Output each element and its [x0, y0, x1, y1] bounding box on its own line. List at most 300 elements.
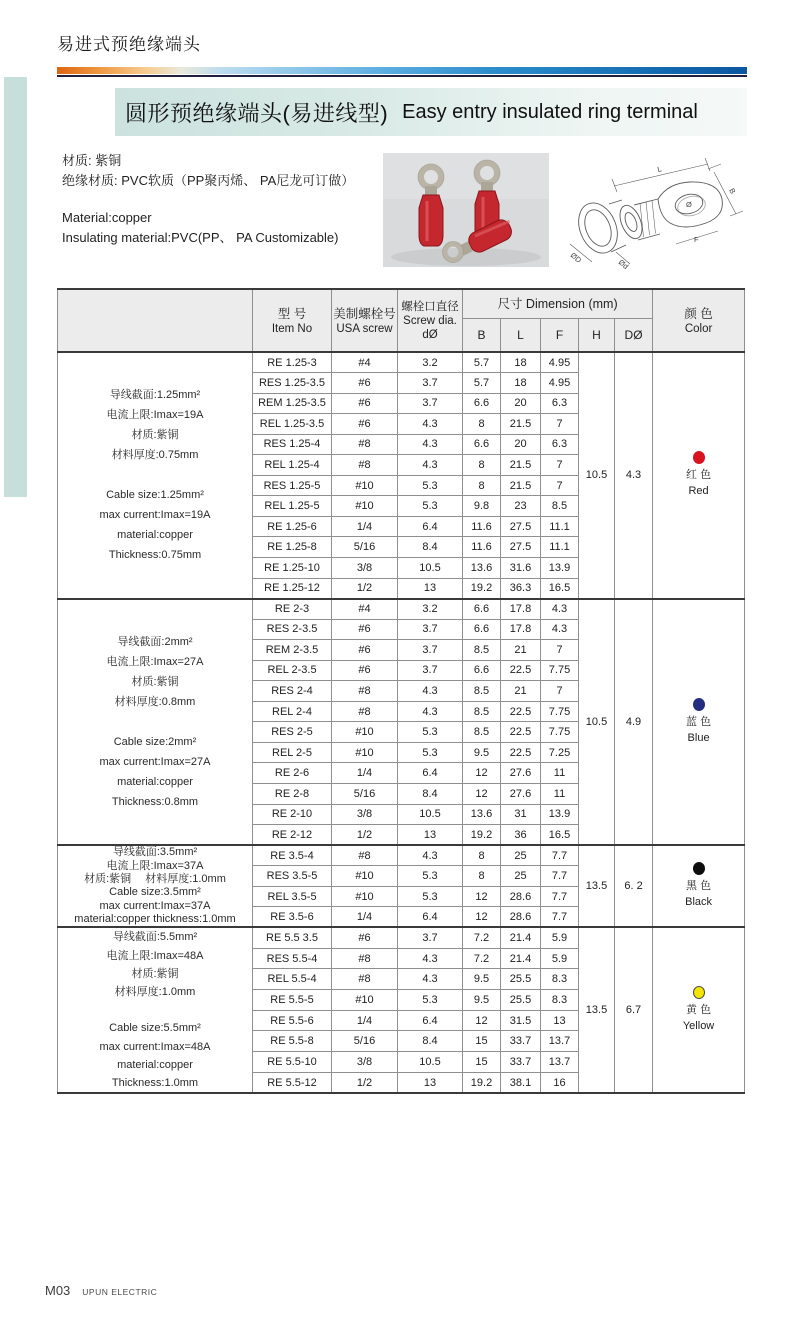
company-name: UPUN ELECTRIC — [82, 1287, 158, 1297]
value-cell: 4.3 — [541, 619, 579, 640]
value-cell: 28.6 — [501, 886, 541, 907]
value-cell: 12 — [463, 763, 501, 784]
drawing-label-OD: ØD — [568, 250, 584, 265]
value-cell: 5.3 — [398, 742, 463, 763]
value-cell: 7.7 — [541, 845, 579, 866]
value-cell: 1/4 — [332, 516, 398, 537]
value-cell: 10.5 — [398, 557, 463, 578]
value-cell: #10 — [332, 475, 398, 496]
value-cell: #8 — [332, 845, 398, 866]
value-cell: 19.2 — [463, 578, 501, 599]
value-cell: 13 — [541, 1010, 579, 1031]
value-cell: 5.3 — [398, 475, 463, 496]
value-cell: 3/8 — [332, 1052, 398, 1073]
value-cell: 8.4 — [398, 537, 463, 558]
technical-drawing-image — [558, 152, 748, 270]
item-no-cell: RES 2-5 — [253, 722, 332, 743]
color-header-cn: 颜 色 — [684, 306, 713, 321]
description-line: Cable size:3.5mm² — [109, 886, 201, 899]
value-cell: 21.5 — [501, 455, 541, 476]
item-no-cell: RE 1.25-8 — [253, 537, 332, 558]
value-cell: #8 — [332, 948, 398, 969]
black-color-dot — [693, 862, 705, 875]
item-no-cell: RES 3.5-5 — [253, 866, 332, 887]
value-cell: 21.4 — [501, 927, 541, 948]
value-cell: 22.5 — [501, 701, 541, 722]
value-cell: 31 — [501, 804, 541, 825]
page-footer — [45, 1283, 157, 1298]
screw-dia-header-sym: dØ — [422, 328, 438, 341]
section-title-cn: 圆形预绝缘端头(易进线型) — [125, 100, 389, 126]
dim-col-F: F — [541, 318, 579, 352]
value-cell: 9.5 — [463, 969, 501, 990]
value-cell: 27.6 — [501, 783, 541, 804]
material-en-line2: Insulating material:PVC(PP、 PA Customizable) — [62, 230, 339, 245]
value-cell: 7.75 — [541, 722, 579, 743]
value-cell: 4.3 — [398, 681, 463, 702]
value-cell: 12 — [463, 1010, 501, 1031]
value-cell: 6.4 — [398, 763, 463, 784]
value-cell: 33.7 — [501, 1052, 541, 1073]
value-cell: 11.6 — [463, 516, 501, 537]
value-cell: 36 — [501, 825, 541, 846]
value-cell: 25.5 — [501, 969, 541, 990]
value-cell: 21.4 — [501, 948, 541, 969]
value-cell: 3.2 — [398, 352, 463, 373]
item-no-cell: REL 1.25-3.5 — [253, 414, 332, 435]
value-cell: 11.1 — [541, 516, 579, 537]
value-cell: 22.5 — [501, 660, 541, 681]
value-cell: #6 — [332, 393, 398, 414]
value-cell: 9.8 — [463, 496, 501, 517]
description-line: material:copper thickness:1.0mm — [74, 913, 236, 926]
screw-dia-header — [398, 289, 463, 352]
value-cell: 6.3 — [541, 393, 579, 414]
item-no-cell: REL 1.25-4 — [253, 455, 332, 476]
value-cell: 11.1 — [541, 537, 579, 558]
item-no-cell: REL 1.25-5 — [253, 496, 332, 517]
description-line: 电流上限:Imax=48A — [106, 949, 204, 962]
value-cell: 4.3 — [398, 701, 463, 722]
value-cell: 6.3 — [541, 434, 579, 455]
description-line: 电流上限:Imax=19A — [106, 409, 204, 422]
value-cell: 7 — [541, 414, 579, 435]
value-cell: 11.6 — [463, 537, 501, 558]
drawing-label-Od: Ød — [616, 257, 631, 270]
value-cell: #8 — [332, 434, 398, 455]
side-accent-strip — [4, 77, 27, 497]
value-cell: 5.3 — [398, 990, 463, 1011]
value-cell: 10.5 — [398, 804, 463, 825]
description-line: max current:Imax=19A — [99, 509, 211, 522]
description-line: max current:Imax=27A — [99, 755, 211, 768]
value-cell: 5.7 — [463, 352, 501, 373]
item-no-cell: RE 1.25-3 — [253, 352, 332, 373]
table-row — [58, 927, 745, 948]
group-description — [58, 845, 253, 927]
color-header — [653, 289, 745, 352]
value-cell: 17.8 — [501, 619, 541, 640]
value-cell: #10 — [332, 990, 398, 1011]
value-cell: #8 — [332, 969, 398, 990]
value-cell: 5.3 — [398, 722, 463, 743]
value-cell: 13.7 — [541, 1031, 579, 1052]
value-cell: 6.4 — [398, 907, 463, 928]
screw-dia-header-cn: 螺栓口直径 — [401, 300, 459, 313]
color-label-cn: 黄 色 — [686, 1004, 712, 1017]
item-no-cell: RES 1.25-4 — [253, 434, 332, 455]
description-line: 电流上限:Imax=37A — [106, 859, 204, 872]
value-cell: 7.2 — [463, 927, 501, 948]
description-line: 材质:紫铜 — [131, 429, 179, 442]
value-cell: 1/4 — [332, 763, 398, 784]
table-row — [58, 599, 745, 620]
h-value-cell: 10.5 — [579, 352, 615, 599]
color-header-en: Color — [684, 322, 713, 335]
value-cell: 3.7 — [398, 619, 463, 640]
value-cell: 18 — [501, 373, 541, 394]
value-cell: #6 — [332, 619, 398, 640]
value-cell: 5/16 — [332, 537, 398, 558]
value-cell: 5/16 — [332, 783, 398, 804]
description-line: 导线截面:2mm² — [117, 635, 193, 648]
value-cell: 19.2 — [463, 1072, 501, 1093]
value-cell: 27.5 — [501, 516, 541, 537]
value-cell: 15 — [463, 1052, 501, 1073]
color-label-en: Red — [688, 485, 709, 498]
value-cell: 3.7 — [398, 640, 463, 661]
h-value-cell: 10.5 — [579, 599, 615, 846]
value-cell: 3/8 — [332, 557, 398, 578]
value-cell: 4.3 — [398, 969, 463, 990]
h-value-cell: 13.5 — [579, 845, 615, 927]
color-label-en: Black — [685, 896, 713, 909]
value-cell: 22.5 — [501, 742, 541, 763]
value-cell: 1/2 — [332, 578, 398, 599]
value-cell: 21.5 — [501, 475, 541, 496]
value-cell: 25 — [501, 866, 541, 887]
value-cell: #10 — [332, 866, 398, 887]
value-cell: 28.6 — [501, 907, 541, 928]
value-cell: 20 — [501, 393, 541, 414]
description-line — [58, 712, 252, 732]
item-no-cell: RE 1.25-12 — [253, 578, 332, 599]
value-cell: 22.5 — [501, 722, 541, 743]
value-cell: #10 — [332, 742, 398, 763]
value-cell: 4.3 — [398, 845, 463, 866]
description-line: 电流上限:Imax=27A — [106, 655, 204, 668]
group-description — [58, 352, 253, 599]
value-cell: 21 — [501, 681, 541, 702]
value-cell: 7.7 — [541, 866, 579, 887]
spec-table-body — [58, 352, 745, 1093]
description-line: 导线截面:1.25mm² — [109, 389, 201, 402]
description-line: 导线截面:5.5mm² — [112, 931, 198, 944]
item-no-cell: RE 5.5 3.5 — [253, 927, 332, 948]
description-line: 材质:紫铜 材料厚度:1.0mm — [84, 872, 226, 885]
value-cell: 4.3 — [398, 414, 463, 435]
item-no-cell: RE 5.5-6 — [253, 1010, 332, 1031]
value-cell: 5.3 — [398, 866, 463, 887]
value-cell: #6 — [332, 640, 398, 661]
value-cell: 13.9 — [541, 557, 579, 578]
description-line: Cable size:2mm² — [113, 735, 197, 748]
item-no-cell: RES 5.5-4 — [253, 948, 332, 969]
page-title: 易进式预绝缘端头 — [57, 35, 201, 54]
item-no-header-cn: 型 号 — [277, 306, 307, 321]
item-no-cell: RE 2-12 — [253, 825, 332, 846]
color-label-cn: 黑 色 — [686, 880, 712, 893]
color-cell — [653, 927, 745, 1093]
value-cell: 1/4 — [332, 1010, 398, 1031]
material-cn-line1: 材质: 紫铜 — [62, 153, 122, 168]
item-no-cell: REL 2-4 — [253, 701, 332, 722]
description-line: Cable size:5.5mm² — [109, 1022, 201, 1035]
value-cell: 8.5 — [463, 722, 501, 743]
drawing-label-hole: Ø — [686, 200, 692, 209]
value-cell: 1/2 — [332, 825, 398, 846]
materials-block — [62, 151, 354, 248]
value-cell: 1/2 — [332, 1072, 398, 1093]
value-cell: 4.95 — [541, 373, 579, 394]
dim-col-DO: DØ — [615, 318, 653, 352]
dimension-header — [463, 289, 653, 318]
value-cell: 5.9 — [541, 948, 579, 969]
product-photo-image — [383, 153, 549, 267]
usa-screw-header — [332, 289, 398, 352]
value-cell: 3.7 — [398, 373, 463, 394]
value-cell: 23 — [501, 496, 541, 517]
description-header — [58, 289, 253, 352]
value-cell: 11 — [541, 763, 579, 784]
group-description — [58, 599, 253, 846]
value-cell: 5.3 — [398, 496, 463, 517]
value-cell: 13.6 — [463, 804, 501, 825]
item-no-cell: RE 2-6 — [253, 763, 332, 784]
value-cell: 7 — [541, 475, 579, 496]
value-cell: 3.7 — [398, 927, 463, 948]
header-gradient-bar — [57, 67, 747, 74]
value-cell: 6.6 — [463, 619, 501, 640]
description-line: 材料厚度:0.75mm — [111, 449, 199, 462]
h-value-cell: 13.5 — [579, 927, 615, 1093]
d-value-cell: 6. 2 — [615, 845, 653, 927]
value-cell: 12 — [463, 886, 501, 907]
value-cell: 20 — [501, 434, 541, 455]
value-cell: 4.3 — [398, 455, 463, 476]
value-cell: 8.4 — [398, 1031, 463, 1052]
value-cell: 4.95 — [541, 352, 579, 373]
description-line: Cable size:1.25mm² — [106, 489, 204, 502]
value-cell: 36.3 — [501, 578, 541, 599]
value-cell: 5.7 — [463, 373, 501, 394]
value-cell: 7.75 — [541, 660, 579, 681]
value-cell: 5.9 — [541, 927, 579, 948]
description-line: max current:Imax=48A — [99, 1040, 211, 1053]
item-no-cell: REM 2-3.5 — [253, 640, 332, 661]
item-no-cell: RE 3.5-4 — [253, 845, 332, 866]
description-line: max current:Imax=37A — [99, 899, 211, 912]
value-cell: 7.75 — [541, 701, 579, 722]
description-line: 材质:紫铜 — [131, 967, 179, 980]
item-no-cell: REL 5.5-4 — [253, 969, 332, 990]
value-cell: 13.7 — [541, 1052, 579, 1073]
d-value-cell: 6.7 — [615, 927, 653, 1093]
value-cell: 3.7 — [398, 393, 463, 414]
usa-screw-header-cn: 美制螺栓号 — [333, 306, 396, 321]
value-cell: #4 — [332, 352, 398, 373]
value-cell: 33.7 — [501, 1031, 541, 1052]
description-line — [58, 465, 252, 485]
item-no-cell: RE 1.25-10 — [253, 557, 332, 578]
value-cell: 7.7 — [541, 886, 579, 907]
section-banner — [115, 88, 747, 136]
value-cell: 6.4 — [398, 1010, 463, 1031]
item-no-cell: REL 2-5 — [253, 742, 332, 763]
value-cell: #10 — [332, 496, 398, 517]
drawing-label-B: B — [727, 186, 738, 196]
value-cell: 4.3 — [541, 599, 579, 620]
description-line: material:copper — [117, 529, 193, 542]
item-no-cell: REM 1.25-3.5 — [253, 393, 332, 414]
item-no-cell: RE 5.5-12 — [253, 1072, 332, 1093]
item-no-cell: RE 2-3 — [253, 599, 332, 620]
description-line: material:copper — [117, 1058, 193, 1071]
value-cell: 8.5 — [463, 701, 501, 722]
product-photo — [383, 153, 549, 267]
value-cell: 27.5 — [501, 537, 541, 558]
value-cell: 8.5 — [463, 640, 501, 661]
value-cell: 11 — [541, 783, 579, 804]
value-cell: 19.2 — [463, 825, 501, 846]
table-row — [58, 845, 745, 866]
value-cell: 12 — [463, 783, 501, 804]
usa-screw-header-en: USA screw — [336, 322, 393, 335]
value-cell: 7.25 — [541, 742, 579, 763]
color-label-cn: 红 色 — [686, 469, 712, 482]
value-cell: 8.5 — [541, 496, 579, 517]
value-cell: 38.1 — [501, 1072, 541, 1093]
screw-dia-header-en: Screw dia. — [403, 314, 457, 327]
value-cell: #6 — [332, 373, 398, 394]
description-line — [58, 1001, 252, 1019]
description-line: material:copper — [117, 775, 193, 788]
item-no-cell: RE 2-10 — [253, 804, 332, 825]
value-cell: 8 — [463, 414, 501, 435]
item-no-cell: RES 2-4 — [253, 681, 332, 702]
item-no-cell: RE 2-8 — [253, 783, 332, 804]
value-cell: 13 — [398, 578, 463, 599]
red-color-dot — [693, 451, 705, 464]
value-cell: 6.6 — [463, 434, 501, 455]
technical-drawing — [558, 152, 748, 270]
description-line: 材料厚度:1.0mm — [114, 986, 196, 999]
value-cell: 12 — [463, 907, 501, 928]
header-underline — [57, 75, 747, 77]
color-label-cn: 蓝 色 — [686, 715, 712, 728]
item-no-cell: RE 5.5-8 — [253, 1031, 332, 1052]
value-cell: 7 — [541, 640, 579, 661]
group-description — [58, 927, 253, 1093]
value-cell: 13 — [398, 1072, 463, 1093]
value-cell: 15 — [463, 1031, 501, 1052]
value-cell: 31.6 — [501, 557, 541, 578]
value-cell: 5.3 — [398, 886, 463, 907]
table-row — [58, 352, 745, 373]
blue-color-dot — [693, 698, 705, 711]
value-cell: #8 — [332, 681, 398, 702]
spec-table — [57, 288, 745, 1094]
item-no-cell: RES 1.25-3.5 — [253, 373, 332, 394]
value-cell: 8 — [463, 475, 501, 496]
color-cell — [653, 352, 745, 599]
value-cell: 21 — [501, 640, 541, 661]
page-code: M03 — [45, 1283, 71, 1298]
description-line: 导线截面:3.5mm² — [112, 846, 198, 859]
value-cell: 6.6 — [463, 393, 501, 414]
value-cell: #8 — [332, 701, 398, 722]
d-value-cell: 4.3 — [615, 352, 653, 599]
item-no-header — [253, 289, 332, 352]
value-cell: #4 — [332, 599, 398, 620]
value-cell: 13.9 — [541, 804, 579, 825]
value-cell: #6 — [332, 414, 398, 435]
material-en-line1: Material:copper — [62, 210, 152, 225]
value-cell: 17.8 — [501, 599, 541, 620]
value-cell: #6 — [332, 660, 398, 681]
value-cell: 1/4 — [332, 907, 398, 928]
value-cell: 4.3 — [398, 434, 463, 455]
value-cell: 27.6 — [501, 763, 541, 784]
color-cell — [653, 845, 745, 927]
color-label-en: Yellow — [682, 1020, 715, 1033]
dimension-header-label: 尺寸 Dimension (mm) — [497, 296, 618, 311]
drawing-label-L: L — [656, 164, 663, 174]
value-cell: 6.6 — [463, 599, 501, 620]
value-cell: 25 — [501, 845, 541, 866]
item-no-cell: REL 3.5-5 — [253, 886, 332, 907]
value-cell: 31.5 — [501, 1010, 541, 1031]
item-no-cell: RE 5.5-10 — [253, 1052, 332, 1073]
description-line: Thickness:1.0mm — [111, 1076, 199, 1089]
color-label-en: Blue — [687, 731, 710, 744]
description-line: 材质:紫铜 — [131, 675, 179, 688]
item-no-cell: RES 1.25-5 — [253, 475, 332, 496]
value-cell: 13 — [398, 825, 463, 846]
value-cell: 8.3 — [541, 969, 579, 990]
dim-col-H: H — [579, 318, 615, 352]
yellow-color-dot — [693, 986, 705, 999]
value-cell: #10 — [332, 886, 398, 907]
drawing-label-F: F — [694, 235, 699, 244]
value-cell: 10.5 — [398, 1052, 463, 1073]
value-cell: 25.5 — [501, 990, 541, 1011]
value-cell: 18 — [501, 352, 541, 373]
value-cell: 16.5 — [541, 825, 579, 846]
value-cell: #8 — [332, 455, 398, 476]
description-line: Thickness:0.75mm — [108, 549, 202, 562]
value-cell: 5/16 — [332, 1031, 398, 1052]
value-cell: 6.4 — [398, 516, 463, 537]
value-cell: 8 — [463, 866, 501, 887]
value-cell: 7.7 — [541, 907, 579, 928]
value-cell: 8.3 — [541, 990, 579, 1011]
value-cell: #6 — [332, 927, 398, 948]
value-cell: 7 — [541, 455, 579, 476]
color-cell — [653, 599, 745, 846]
value-cell: 16 — [541, 1072, 579, 1093]
value-cell: 3.7 — [398, 660, 463, 681]
